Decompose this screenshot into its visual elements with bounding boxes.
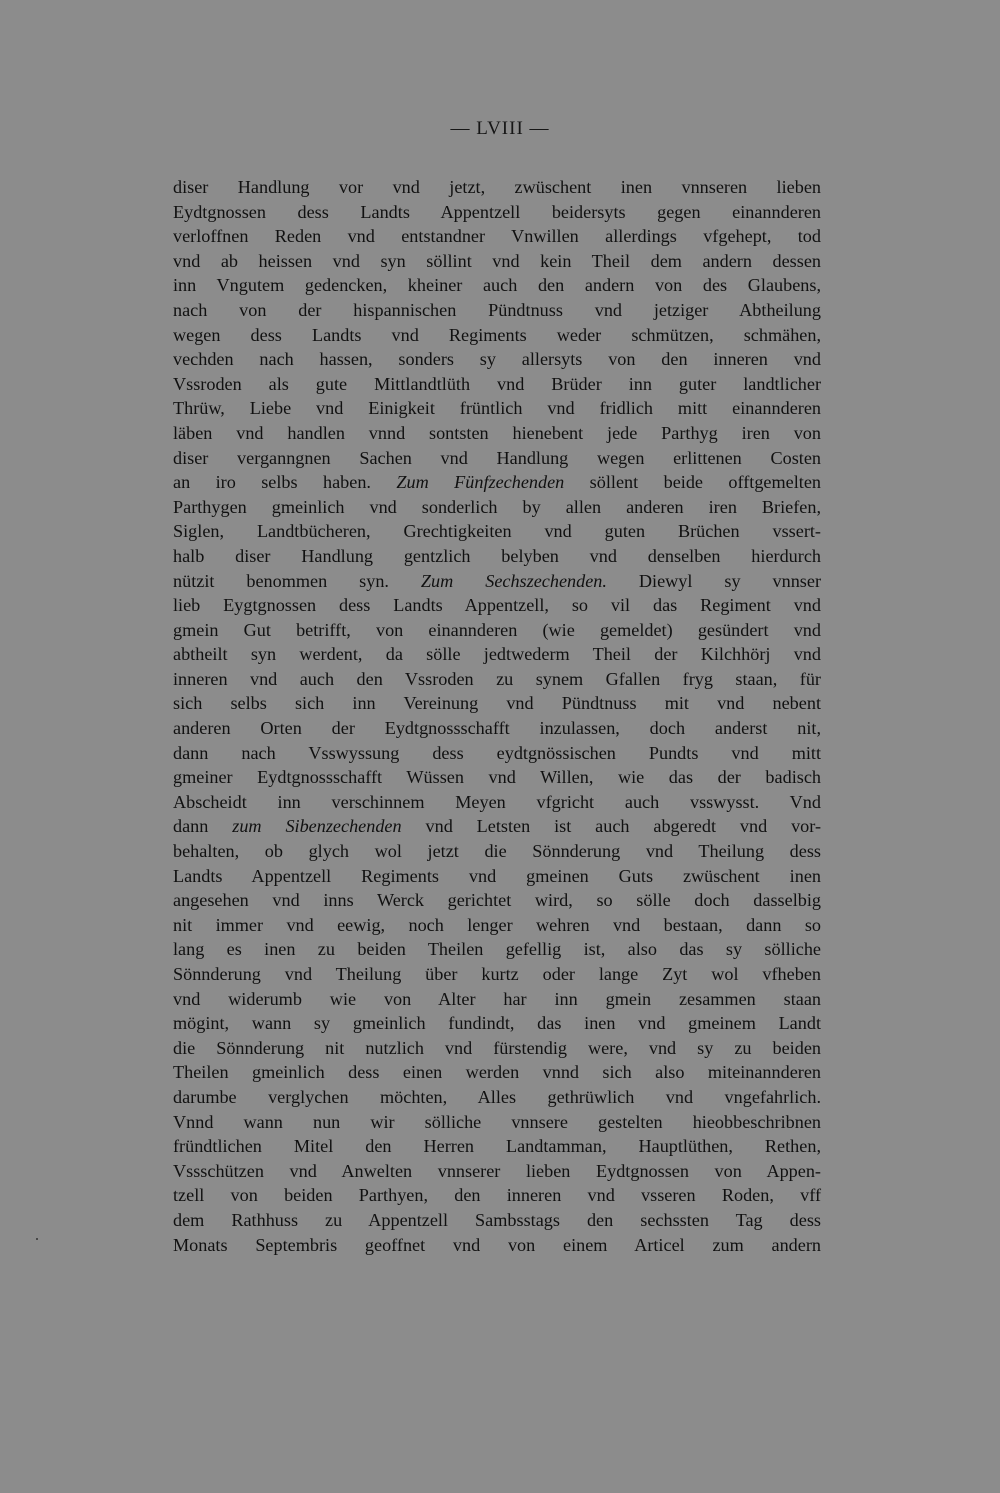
text-line — [173, 1110, 821, 1135]
text-line — [173, 1159, 821, 1184]
text-segment: Vssroden als gute Mittlandtlüth vnd Brüder inn guter landtlicher — [173, 373, 821, 394]
text-line — [173, 446, 821, 471]
text-segment: lieb Eygtgnossen dess Landts Appentzell, so vil das Regiment vnd — [173, 595, 821, 616]
text-segment: vnd ab heissen vnd syn söllint vnd kein Theil dem andern dessen — [173, 250, 821, 271]
text-line — [173, 1011, 821, 1036]
text-segment: nach von der hispannischen Pündtnuss vnd jetziger Abtheilung — [173, 299, 821, 320]
text-segment: Diewyl sy vnnser — [606, 570, 822, 591]
text-segment: Monats Septembris geoffnet vnd von einem Articel zum andern — [173, 1234, 821, 1255]
text-line — [173, 544, 821, 569]
text-segment: Theilen gmeinlich dess einen werden vnnd sich also miteinannderen — [173, 1062, 821, 1083]
text-line — [173, 888, 821, 913]
text-segment: Landts Appentzell Regiments vnd gmeinen Guts zwüschent inen — [173, 865, 821, 886]
text-line — [173, 962, 821, 987]
text-line — [173, 273, 821, 298]
text-segment: tzell von beiden Parthyen, den inneren vnd vsseren Roden, vff — [173, 1185, 821, 1206]
text-line — [173, 642, 821, 667]
text-segment: nit immer vnd eewig, noch lenger wehren vnd bestaan, dann so — [173, 914, 821, 935]
text-line — [173, 1233, 821, 1258]
text-line — [173, 421, 821, 446]
text-segment: diser verganngnen Sachen vnd Handlung wegen erlittenen Costen — [173, 447, 821, 468]
text-line — [173, 618, 821, 643]
text-line — [173, 864, 821, 889]
text-segment: nützit benommen syn. — [173, 570, 421, 591]
text-line — [173, 200, 821, 225]
text-line — [173, 593, 821, 618]
text-segment: Abscheidt inn verschinnem Meyen vfgricht auch vsswysst. Vnd — [173, 791, 821, 812]
text-line — [173, 1085, 821, 1110]
italic-phrase: Zum Sechszechenden. — [420, 570, 607, 591]
italic-phrase: zum Sibenzechenden — [232, 816, 402, 837]
text-segment: anderen Orten der Eydtgnossschafft inzulassen, doch anderst nit, — [173, 718, 821, 739]
text-segment: söllent beide offtgemelten — [564, 472, 821, 493]
text-line — [173, 667, 821, 692]
text-segment: dann nach Vsswyssung dess eydtgnössischen Pundts vnd mitt — [173, 742, 821, 763]
text-line — [173, 937, 821, 962]
text-line — [173, 987, 821, 1012]
text-segment: an iro selbs haben. — [173, 472, 397, 493]
text-line — [173, 814, 821, 839]
text-line — [173, 519, 821, 544]
text-line — [173, 470, 821, 495]
text-segment: Parthygen gmeinlich vnd sonderlich by allen anderen iren Briefen, — [173, 496, 821, 517]
text-line — [173, 249, 821, 274]
page-header: — LVIII — — [450, 118, 550, 139]
text-line — [173, 1134, 821, 1159]
text-segment: mögint, wann sy gmeinlich fundindt, das inen vnd gmeinem Landt — [173, 1013, 821, 1034]
text-line — [173, 741, 821, 766]
text-segment: lang es inen zu beiden Theilen gefellig ist, also das sy sölliche — [173, 939, 821, 960]
text-segment: abtheilt syn werdent, da sölle jedtwederm Theil der Kilchhörj vnd — [173, 644, 821, 665]
text-line — [173, 1183, 821, 1208]
text-line — [173, 765, 821, 790]
text-line — [173, 1208, 821, 1233]
text-segment: läben vnd handlen vnnd sontsten hienebent jede Parthyg iren von — [173, 422, 821, 443]
text-line — [173, 790, 821, 815]
text-segment: vechden nach hassen, sonders sy allersyts von den inneren vnd — [173, 349, 821, 370]
text-line — [173, 716, 821, 741]
text-segment: Vnnd wann nun wir sölliche vnnsere gestelten hieobbeschribnen — [173, 1111, 821, 1132]
text-line — [173, 298, 821, 323]
text-line — [173, 323, 821, 348]
text-segment: behalten, ob glych wol jetzt die Sönnderung vnd Theilung dess — [173, 841, 821, 862]
text-segment: darumbe verglychen möchten, Alles gethrüwlich vnd vngefahrlich. — [173, 1086, 821, 1107]
text-segment: gmein Gut betrifft, von einannderen (wie gemeldet) gesündert vnd — [173, 619, 821, 640]
text-line — [173, 224, 821, 249]
text-segment: Eydtgnossen dess Landts Appentzell beidersyts gegen einannderen — [173, 201, 821, 222]
text-line — [173, 1036, 821, 1061]
text-segment: wegen dess Landts vnd Regiments weder schmützen, schmähen, — [173, 324, 821, 345]
text-segment: dem Rathhuss zu Appentzell Sambsstags den sechssten Tag dess — [173, 1209, 821, 1230]
text-segment: inneren vnd auch den Vssroden zu synem Gfallen fryg staan, für — [173, 668, 821, 689]
scan-speck — [36, 1238, 38, 1240]
text-segment: gmeiner Eydtgnossschafft Wüssen vnd Willen, wie das der badisch — [173, 767, 821, 788]
text-line — [173, 396, 821, 421]
text-segment: dann — [173, 816, 233, 837]
text-line — [173, 495, 821, 520]
text-line — [173, 347, 821, 372]
italic-phrase: Zum Fünfzechenden — [396, 472, 565, 493]
text-line — [173, 569, 821, 594]
text-line — [173, 691, 821, 716]
text-line — [173, 839, 821, 864]
text-segment: vnd widerumb wie von Alter har inn gmein zesammen staan — [173, 988, 821, 1009]
text-segment: halb diser Handlung gentzlich belyben vnd denselben hierdurch — [173, 545, 821, 566]
text-segment: vnd Letsten ist auch abgeredt vnd vor- — [401, 816, 821, 837]
text-segment: Sönnderung vnd Theilung über kurtz oder lange Zyt wol vfheben — [173, 964, 821, 984]
text-segment: die Sönnderung nit nutzlich vnd fürstendig were, vnd sy zu beiden — [173, 1037, 821, 1058]
text-segment: angesehen vnd inns Werck gerichtet wird, so sölle doch dasselbig — [173, 890, 821, 911]
text-segment: Vssschützen vnd Anwelten vnnserer lieben Eydtgnossen von Appen- — [173, 1160, 821, 1181]
text-segment: diser Handlung vor vnd jetzt, zwüschent inen vnnseren lieben — [173, 177, 821, 197]
text-segment: verloffnen Reden vnd entstandner Vnwillen allerdings vfgehept, tod — [173, 226, 821, 247]
text-segment: sich selbs sich inn Vereinung vnd Pündtnuss mit vnd nebent — [173, 693, 821, 714]
text-segment: Siglen, Landtbücheren, Grechtigkeiten vnd guten Brüchen vssert- — [173, 521, 821, 542]
text-line — [173, 1060, 821, 1085]
text-segment: fründtlichen Mitel den Herren Landtamman, Hauptlüthen, Rethen, — [173, 1136, 821, 1157]
text-line — [173, 175, 821, 200]
text-segment: inn Vngutem gedencken, kheiner auch den andern von des Glaubens, — [173, 275, 821, 296]
text-line — [173, 372, 821, 397]
body-text — [173, 175, 821, 1257]
text-line — [173, 913, 821, 938]
text-segment: Thrüw, Liebe vnd Einigkeit früntlich vnd fridlich mitt einannderen — [173, 398, 821, 419]
